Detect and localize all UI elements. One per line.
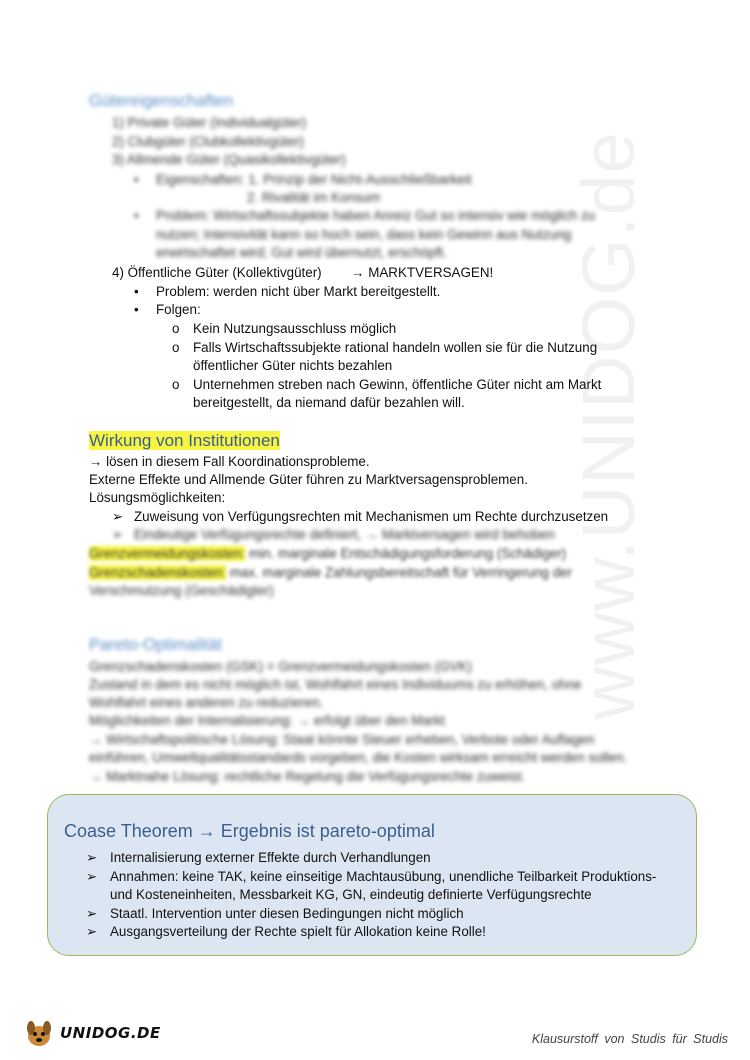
- section2-title: Wirkung von Institutionen: [89, 431, 280, 450]
- arrow-bullet-icon: ➢: [86, 924, 98, 939]
- list-item: ➢ Ausgangsverteilung der Rechte spielt für Allokation keine Rolle!: [86, 923, 486, 942]
- list-item: nutzen; Intensivität kann so hoch sein, dass kein Gewinn aus Nutzung: [156, 227, 572, 242]
- list-item: 2. Rivalität im Konsum: [247, 190, 381, 205]
- arrow-bullet-icon: ➢: [112, 509, 124, 524]
- list-item: Eigenschaften: 1. Prinzip der Nicht-Ausschließbarkeit: [156, 172, 472, 187]
- text-line: → Wirtschaftspolitische Lösung: Staat könnte Steuer erheben, Verbote oder Auflagen: [89, 732, 595, 747]
- circle-bullet-icon: o: [172, 377, 180, 392]
- arrow-bullet-icon: ➢: [86, 869, 98, 884]
- coase-title: Coase Theorem → Ergebnis ist pareto-optimal: [64, 821, 435, 841]
- text-line: Grenzschadenskosten (GSK) = Grenzvermeidungskosten (GVK): [89, 659, 472, 674]
- list-item: ➢ Staatl. Intervention unter diesen Bedingungen nicht möglich: [86, 905, 464, 924]
- list-item: und Kosteneinheiten, Messbarkeit KG, GN, eindeutig definierte Verfügungsrechte: [110, 887, 592, 902]
- section1-title: Gütereigenschaften: [89, 92, 234, 110]
- text-line: → Marktnahe Lösung: rechtliche Regelung die Verfügungsrechte zuweist.: [89, 769, 526, 784]
- text-line: Möglichkeiten der Internalisierung: → erfolgt über den Markt: [89, 713, 445, 728]
- list-item: 2) Clubgüter (Clubkollektivgüter): [112, 134, 305, 149]
- watermark: www.UNIDOG.de: [567, 131, 650, 720]
- item4-arrow-text: → MARKTVERSAGEN!: [351, 265, 494, 280]
- list-item: Zuweisung von Verfügungsrechten mit Mechanismen um Rechte durchzusetzen: [134, 509, 609, 524]
- dog-icon: [22, 1016, 56, 1050]
- arrow-bullet-icon: ➢: [86, 850, 98, 865]
- list-item: Falls Wirtschaftssubjekte rational handeln wollen sie für die Nutzung: [193, 340, 598, 355]
- coase-theorem-box: [47, 794, 697, 956]
- text-line: Wohlfahrt eines anderen zu reduzieren.: [89, 695, 324, 710]
- text-line: Externe Effekte und Allmende Güter führen zu Marktversagensproblemen.: [89, 472, 528, 487]
- circle-bullet-icon: o: [172, 321, 180, 336]
- bullet-icon: •: [134, 172, 139, 187]
- list-item: erwirtschaftet wird; Gut wird übernutzt, erschöpft.: [156, 245, 447, 260]
- text-line: → lösen in diesem Fall Koordinationsprobleme.: [89, 454, 370, 469]
- list-item: 3) Allmende Güter (Quasikollektivgüter): [112, 152, 346, 167]
- list-item: Eindeutige Verfügungsrechte definiert, → Marktversagen wird behoben: [134, 527, 555, 542]
- text-line: Zustand in dem es nicht möglich ist, Wohlfahrt eines Individuums zu erhöhen, ohne: [89, 677, 582, 692]
- section3-title: Pareto-Optimalität: [89, 636, 222, 654]
- arrow-bullet-icon: ➢: [86, 906, 98, 921]
- footer-tagline: Klausurstoff von Studis für Studis: [531, 1032, 728, 1046]
- text-line: einführen, Umweltqualitätsstandards vorgeben, die Kosten wirksam erreicht werden sollen.: [89, 750, 628, 765]
- list-item: Unternehmen streben nach Gewinn, öffentliche Güter nicht am Markt: [193, 377, 602, 392]
- item4-label: 4) Öffentliche Güter (Kollektivgüter): [112, 265, 322, 280]
- text-line: Lösungsmöglichkeiten:: [89, 490, 226, 505]
- list-item: Problem: Wirtschaftssubjekte haben Anreiz Gut so intensiv wie möglich zu: [156, 208, 596, 223]
- list-item: Kein Nutzungsausschluss möglich: [193, 321, 397, 336]
- unidog-logo: [22, 1016, 161, 1050]
- list-item: Problem: werden nicht über Markt bereitgestellt.: [156, 284, 441, 299]
- list-item: öffentlicher Güter nichts bezahlen: [193, 358, 393, 373]
- list-item: 1) Private Güter (Individualgüter): [112, 115, 307, 130]
- list-item: bereitgestellt, da niemand dafür bezahlen will.: [193, 395, 465, 410]
- text-line: Grenzschadenskosten: max. marginale Zahlungsbereitschaft für Verringerung der: [89, 565, 573, 580]
- list-item: ➢ Annahmen: keine TAK, keine einseitige Machtausübung, unendliche Teilbarkeit Produktions-: [86, 868, 656, 887]
- arrow-bullet-icon: ➢: [112, 527, 124, 542]
- text-line: Grenzvermeidungskosten: min. marginale Entschädigungsforderung (Schädiger): [89, 546, 567, 561]
- logo-text: UNIDOG.DE: [60, 1023, 161, 1042]
- bullet-icon: •: [134, 302, 139, 317]
- bullet-icon: •: [134, 284, 139, 299]
- list-item: ➢ Internalisierung externer Effekte durch Verhandlungen: [86, 849, 431, 868]
- list-item: Folgen:: [156, 302, 201, 317]
- text-line: Verschmutzung (Geschädigter): [89, 583, 274, 598]
- bullet-icon: •: [134, 208, 139, 223]
- list-item-oeffentliche-gueter: [112, 264, 493, 283]
- circle-bullet-icon: o: [172, 340, 180, 355]
